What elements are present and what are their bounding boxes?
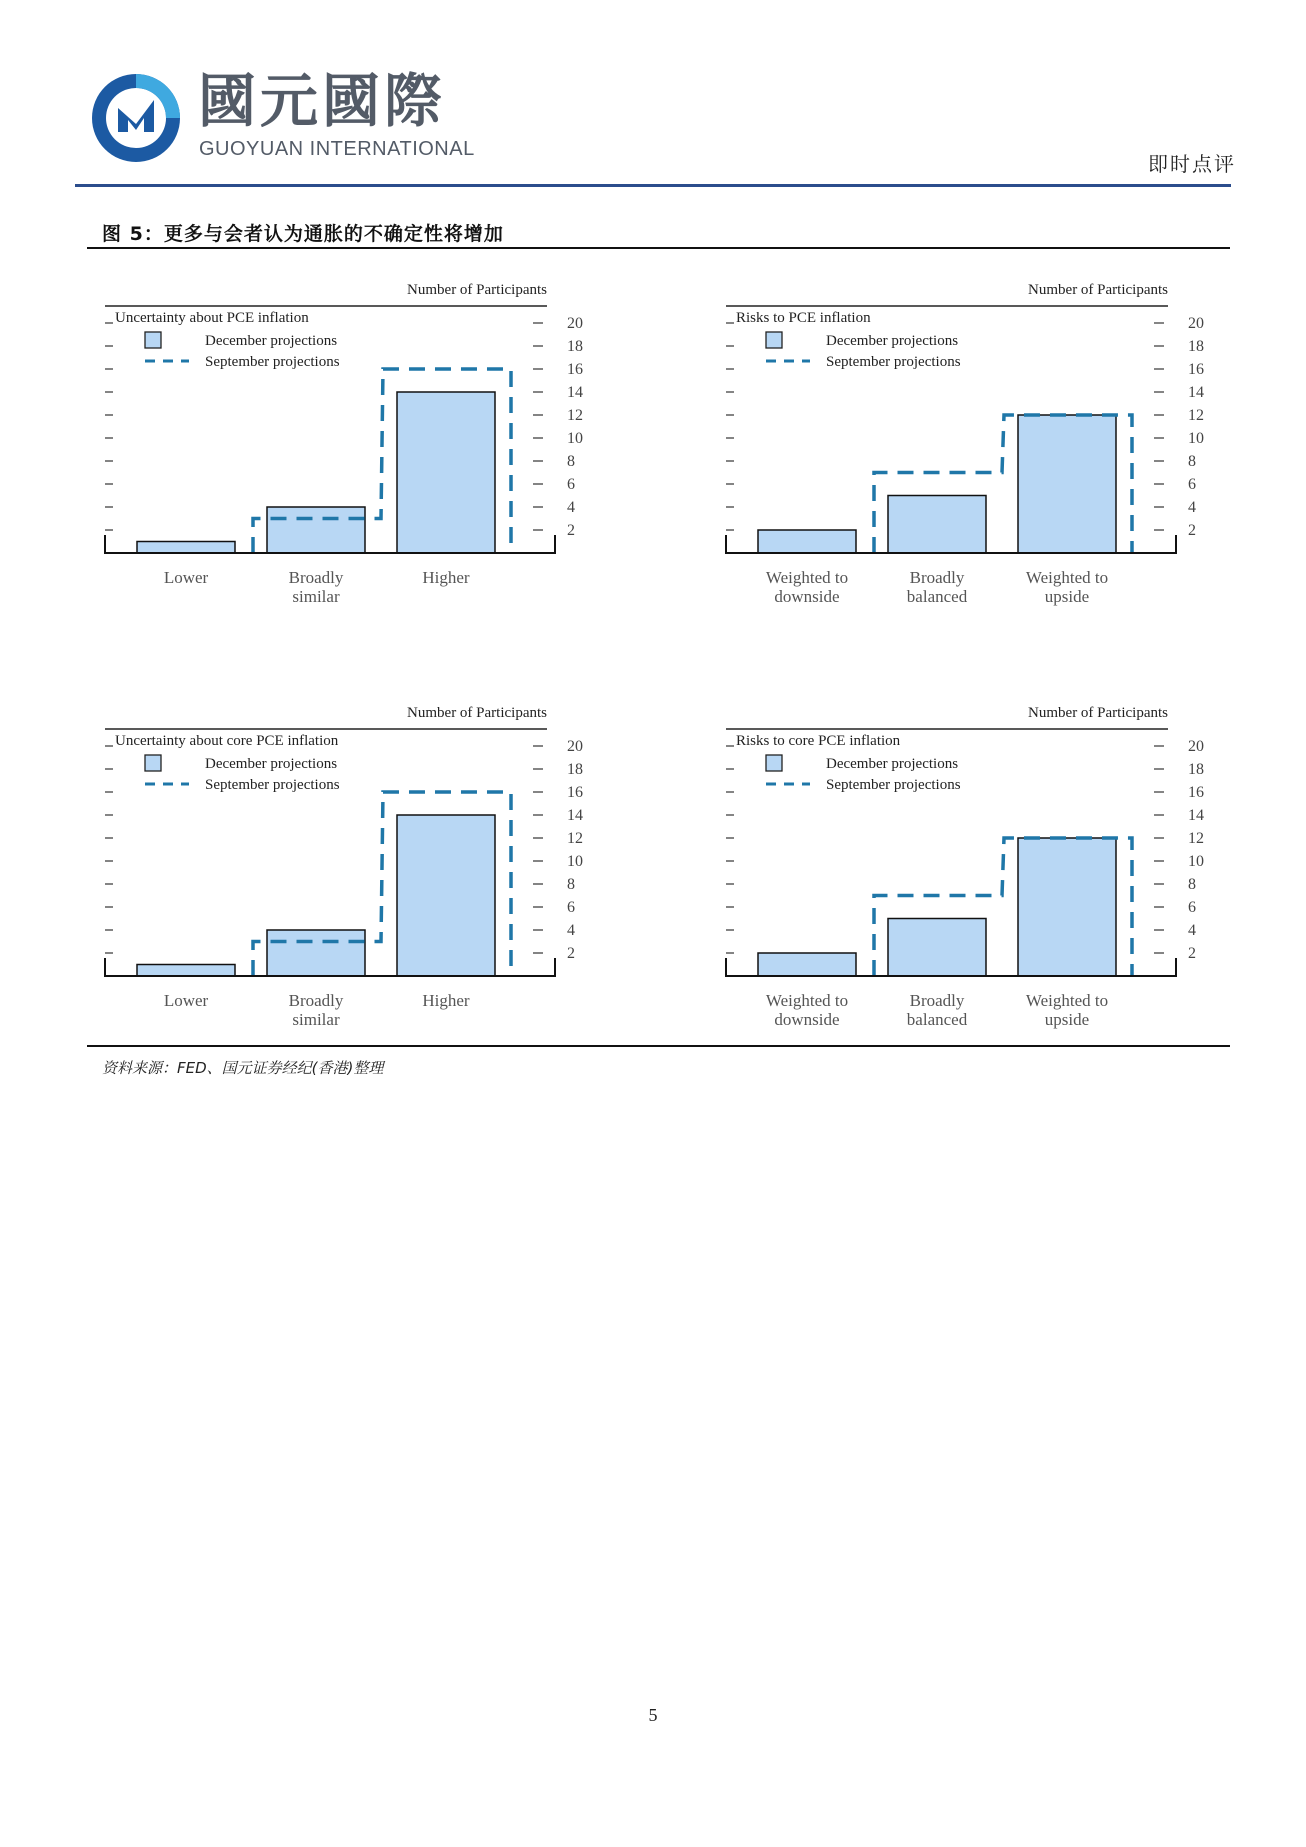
x-category-label xyxy=(766,991,848,1029)
x-category-label xyxy=(1026,568,1108,606)
bar-december xyxy=(758,530,856,553)
x-category-line: Broadly xyxy=(288,568,344,587)
x-category-line: Broadly xyxy=(909,991,965,1010)
legend-label-december: December projections xyxy=(826,756,959,772)
bar-december xyxy=(137,542,235,554)
x-category-line: Lower xyxy=(163,568,209,587)
legend-swatch-december xyxy=(145,755,161,771)
y-tick-label: 12 xyxy=(1188,407,1204,424)
y-tick-label: 14 xyxy=(567,807,583,824)
y-tick-label: 16 xyxy=(1188,361,1204,378)
x-category-line: similar xyxy=(292,587,340,606)
x-category-line: Broadly xyxy=(909,568,965,587)
x-category-line: Weighted to xyxy=(765,568,849,587)
x-category-line: downside xyxy=(774,587,840,606)
bar-december xyxy=(137,965,235,977)
legend-label-december: December projections xyxy=(205,333,338,349)
chart-svg xyxy=(85,689,645,1039)
y-axis-label: Number of Participants xyxy=(1028,705,1168,721)
x-category-label xyxy=(766,568,848,606)
x-category-line: Higher xyxy=(422,991,470,1010)
legend-label-september: September projections xyxy=(205,354,340,370)
figure-bottom-rule xyxy=(87,1045,1230,1047)
bar-december xyxy=(397,392,495,553)
y-tick-label: 20 xyxy=(1188,315,1204,332)
bar-december xyxy=(267,507,365,553)
x-category-label xyxy=(164,991,209,1010)
y-axis-label: Number of Participants xyxy=(407,705,547,721)
y-tick-label: 6 xyxy=(567,899,575,916)
chart-title: Risks to PCE inflation xyxy=(736,310,871,326)
x-category-label xyxy=(289,568,344,606)
figure-title: 图 5：更多与会者认为通胀的不确定性将增加 xyxy=(102,223,504,245)
x-category-line: upside xyxy=(1044,587,1090,606)
y-tick-label: 8 xyxy=(567,453,575,470)
x-category-line: Broadly xyxy=(288,991,344,1010)
y-axis-label: Number of Participants xyxy=(407,282,547,298)
x-category-label xyxy=(289,991,344,1029)
x-category-label xyxy=(907,991,968,1029)
y-tick-label: 14 xyxy=(1188,807,1204,824)
chart-panel-risks-core-pce xyxy=(706,689,1266,1039)
legend-label-september: September projections xyxy=(826,354,961,370)
y-tick-label: 20 xyxy=(1188,738,1204,755)
y-tick-label: 2 xyxy=(1188,945,1196,962)
x-category-line: Higher xyxy=(422,568,470,587)
x-category-label xyxy=(1026,991,1108,1029)
y-tick-label: 2 xyxy=(567,945,575,962)
legend-label-september: September projections xyxy=(205,777,340,793)
chart-panel-risks-pce xyxy=(706,266,1266,616)
bar-december xyxy=(888,496,986,554)
y-tick-label: 18 xyxy=(567,338,583,355)
x-category-label xyxy=(164,568,209,587)
bar-december xyxy=(888,919,986,977)
y-tick-label: 6 xyxy=(567,476,575,493)
y-tick-label: 4 xyxy=(1188,499,1196,516)
x-category-line: upside xyxy=(1044,1010,1090,1029)
chart-title: Risks to core PCE inflation xyxy=(736,733,901,749)
x-category-line: Lower xyxy=(163,991,209,1010)
chart-title: Uncertainty about core PCE inflation xyxy=(115,733,339,749)
legend-label-december: December projections xyxy=(205,756,338,772)
y-tick-label: 8 xyxy=(567,876,575,893)
figure-source-note: 资料来源：FED、国元证券经纪(香港)整理 xyxy=(102,1059,384,1077)
x-category-line: Weighted to xyxy=(765,991,849,1010)
y-tick-label: 12 xyxy=(1188,830,1204,847)
x-category-label xyxy=(907,568,968,606)
page-number: 5 xyxy=(648,1705,658,1725)
chart-panel-uncertainty-core-pce xyxy=(85,689,645,1039)
bar-december xyxy=(1018,415,1116,553)
y-tick-label: 12 xyxy=(567,830,583,847)
y-tick-label: 10 xyxy=(1188,853,1204,870)
y-tick-label: 16 xyxy=(1188,784,1204,801)
legend-swatch-december xyxy=(766,332,782,348)
legend-swatch-december xyxy=(145,332,161,348)
bar-december xyxy=(397,815,495,976)
legend-label-december: December projections xyxy=(826,333,959,349)
y-tick-label: 4 xyxy=(567,499,575,516)
y-tick-label: 8 xyxy=(1188,453,1196,470)
y-tick-label: 6 xyxy=(1188,899,1196,916)
logo-english-name: GUOYUAN INTERNATIONAL xyxy=(199,138,475,160)
x-category-line: Weighted to xyxy=(1025,991,1109,1010)
guoyuan-logo-icon xyxy=(88,70,184,166)
figure-top-rule xyxy=(87,247,1230,249)
bar-december xyxy=(267,930,365,976)
x-category-line: balanced xyxy=(906,1010,968,1029)
y-tick-label: 8 xyxy=(1188,876,1196,893)
y-tick-label: 10 xyxy=(567,853,583,870)
header-divider xyxy=(75,184,1231,187)
chart-svg xyxy=(706,266,1266,616)
legend-swatch-december xyxy=(766,755,782,771)
y-tick-label: 16 xyxy=(567,361,583,378)
bar-december xyxy=(758,953,856,976)
y-axis-label: Number of Participants xyxy=(1028,282,1168,298)
y-tick-label: 4 xyxy=(1188,922,1196,939)
y-tick-label: 10 xyxy=(567,430,583,447)
x-category-line: Weighted to xyxy=(1025,568,1109,587)
y-tick-label: 18 xyxy=(1188,338,1204,355)
legend-label-september: September projections xyxy=(826,777,961,793)
chart-svg xyxy=(706,689,1266,1039)
chart-panel-uncertainty-pce xyxy=(85,266,645,616)
y-tick-label: 14 xyxy=(567,384,583,401)
document-type-label: 即时点评 xyxy=(1148,152,1236,176)
page-header xyxy=(0,0,1306,190)
x-category-line: similar xyxy=(292,1010,340,1029)
x-category-label xyxy=(422,991,470,1010)
y-tick-label: 20 xyxy=(567,738,583,755)
y-tick-label: 18 xyxy=(567,761,583,778)
logo-chinese-name: 國元國際 xyxy=(198,67,447,135)
chart-title: Uncertainty about PCE inflation xyxy=(115,310,309,326)
bar-december xyxy=(1018,838,1116,976)
y-tick-label: 18 xyxy=(1188,761,1204,778)
x-category-line: balanced xyxy=(906,587,968,606)
y-tick-label: 2 xyxy=(567,522,575,539)
y-tick-label: 12 xyxy=(567,407,583,424)
x-category-label xyxy=(422,568,470,587)
x-category-line: downside xyxy=(774,1010,840,1029)
y-tick-label: 2 xyxy=(1188,522,1196,539)
y-tick-label: 4 xyxy=(567,922,575,939)
chart-svg xyxy=(85,266,645,616)
y-tick-label: 14 xyxy=(1188,384,1204,401)
y-tick-label: 20 xyxy=(567,315,583,332)
y-tick-label: 6 xyxy=(1188,476,1196,493)
y-tick-label: 10 xyxy=(1188,430,1204,447)
y-tick-label: 16 xyxy=(567,784,583,801)
